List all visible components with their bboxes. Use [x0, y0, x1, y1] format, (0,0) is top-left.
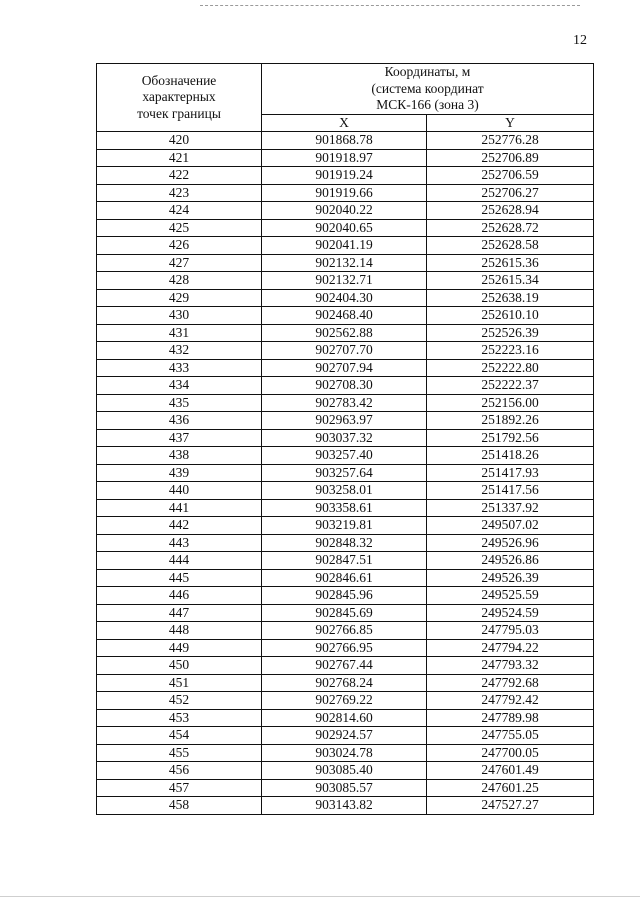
point-id-cell: 433	[97, 359, 262, 377]
x-coordinate-cell: 902707.94	[262, 359, 427, 377]
y-coordinate-cell: 247527.27	[427, 797, 594, 815]
page-number: 12	[573, 33, 587, 48]
x-coordinate-cell: 903358.61	[262, 499, 427, 517]
y-coordinate-cell: 252526.39	[427, 324, 594, 342]
x-coordinate-cell: 903037.32	[262, 429, 427, 447]
y-coordinate-cell: 247795.03	[427, 622, 594, 640]
coords-header-line-1: Координаты, м	[384, 64, 471, 79]
point-id-cell: 450	[97, 657, 262, 675]
point-id-cell: 431	[97, 324, 262, 342]
table-row	[97, 307, 594, 325]
x-coordinate-cell: 902768.24	[262, 674, 427, 692]
table-row	[97, 727, 594, 745]
y-coordinate-cell: 252223.16	[427, 342, 594, 360]
y-coordinate-cell: 252156.00	[427, 394, 594, 412]
x-coordinate-cell: 902468.40	[262, 307, 427, 325]
table-row	[97, 167, 594, 185]
x-coordinate-cell: 902708.30	[262, 377, 427, 395]
table-row	[97, 359, 594, 377]
point-id-cell: 422	[97, 167, 262, 185]
x-coordinate-cell: 902562.88	[262, 324, 427, 342]
point-header-line-3: точек границы	[137, 105, 221, 121]
table-row	[97, 237, 594, 255]
x-coordinate-cell: 902132.71	[262, 272, 427, 290]
x-coordinate-cell: 903085.57	[262, 779, 427, 797]
table-row	[97, 622, 594, 640]
y-coordinate-cell: 249507.02	[427, 517, 594, 535]
point-id-cell: 434	[97, 377, 262, 395]
table-row	[97, 447, 594, 465]
x-coordinate-cell: 902845.69	[262, 604, 427, 622]
table-row	[97, 604, 594, 622]
table-row	[97, 394, 594, 412]
table-row	[97, 272, 594, 290]
y-coordinate-cell: 251417.93	[427, 464, 594, 482]
table-header	[97, 64, 594, 132]
coordinates-header	[262, 64, 594, 115]
x-coordinate-cell: 901918.97	[262, 149, 427, 167]
y-coordinate-cell: 252628.58	[427, 237, 594, 255]
y-coordinate-cell: 252638.19	[427, 289, 594, 307]
table-row	[97, 254, 594, 272]
x-coordinate-cell: 902845.96	[262, 587, 427, 605]
x-coordinate-cell: 903257.40	[262, 447, 427, 465]
point-header-line-1: Обозначение	[141, 72, 217, 88]
point-id-cell: 428	[97, 272, 262, 290]
point-id-cell: 438	[97, 447, 262, 465]
x-coordinate-cell: 903257.64	[262, 464, 427, 482]
y-coordinate-cell: 247601.25	[427, 779, 594, 797]
x-column-header: X	[262, 114, 427, 132]
y-coordinate-cell: 252776.28	[427, 132, 594, 150]
point-id-cell: 442	[97, 517, 262, 535]
table-row	[97, 464, 594, 482]
x-coordinate-cell: 903085.40	[262, 762, 427, 780]
y-coordinate-cell: 247755.05	[427, 727, 594, 745]
x-coordinate-cell: 903024.78	[262, 744, 427, 762]
y-coordinate-cell: 249525.59	[427, 587, 594, 605]
top-scan-artifact-line	[200, 5, 580, 6]
x-coordinate-cell: 901919.24	[262, 167, 427, 185]
point-id-cell: 429	[97, 289, 262, 307]
y-coordinate-cell: 252615.34	[427, 272, 594, 290]
point-id-cell: 455	[97, 744, 262, 762]
table-body	[97, 132, 594, 815]
table-row	[97, 692, 594, 710]
x-coordinate-cell: 902783.42	[262, 394, 427, 412]
coordinates-table	[96, 63, 594, 815]
table-row	[97, 587, 594, 605]
point-id-cell: 458	[97, 797, 262, 815]
x-coordinate-cell: 902041.19	[262, 237, 427, 255]
table-row	[97, 377, 594, 395]
y-coordinate-cell: 251417.56	[427, 482, 594, 500]
y-coordinate-cell: 251337.92	[427, 499, 594, 517]
table-row	[97, 709, 594, 727]
x-coordinate-cell: 902769.22	[262, 692, 427, 710]
x-coordinate-cell: 902924.57	[262, 727, 427, 745]
y-coordinate-cell: 249526.39	[427, 569, 594, 587]
table-row	[97, 639, 594, 657]
x-coordinate-cell: 903143.82	[262, 797, 427, 815]
y-coordinate-cell: 251418.26	[427, 447, 594, 465]
point-id-cell: 423	[97, 184, 262, 202]
x-coordinate-cell: 902848.32	[262, 534, 427, 552]
table-row	[97, 324, 594, 342]
y-coordinate-cell: 247700.05	[427, 744, 594, 762]
x-coordinate-cell: 902040.65	[262, 219, 427, 237]
x-coordinate-cell: 902766.85	[262, 622, 427, 640]
coords-header-line-2: (система координат	[371, 80, 484, 96]
table-row	[97, 184, 594, 202]
table-row	[97, 289, 594, 307]
point-id-cell: 440	[97, 482, 262, 500]
point-id-cell: 444	[97, 552, 262, 570]
table-row	[97, 429, 594, 447]
coords-header-line-3: МСК-166 (зона 3)	[376, 97, 479, 112]
table-row	[97, 657, 594, 675]
x-coordinate-cell: 903219.81	[262, 517, 427, 535]
point-id-cell: 449	[97, 639, 262, 657]
y-coordinate-cell: 252706.59	[427, 167, 594, 185]
point-id-cell: 427	[97, 254, 262, 272]
y-coordinate-cell: 247793.32	[427, 657, 594, 675]
y-coordinate-cell: 247792.42	[427, 692, 594, 710]
table-row	[97, 202, 594, 220]
point-id-cell: 453	[97, 709, 262, 727]
table-row	[97, 569, 594, 587]
point-id-cell: 452	[97, 692, 262, 710]
x-coordinate-cell: 901868.78	[262, 132, 427, 150]
x-coordinate-cell: 903258.01	[262, 482, 427, 500]
point-id-cell: 439	[97, 464, 262, 482]
x-coordinate-cell: 902963.97	[262, 412, 427, 430]
x-coordinate-cell: 901919.66	[262, 184, 427, 202]
point-id-cell: 454	[97, 727, 262, 745]
point-id-cell: 445	[97, 569, 262, 587]
y-coordinate-cell: 252706.27	[427, 184, 594, 202]
x-coordinate-cell: 902847.51	[262, 552, 427, 570]
y-coordinate-cell: 249526.86	[427, 552, 594, 570]
table-row	[97, 499, 594, 517]
y-coordinate-cell: 252610.10	[427, 307, 594, 325]
y-coordinate-cell: 247794.22	[427, 639, 594, 657]
point-id-cell: 435	[97, 394, 262, 412]
point-id-cell: 420	[97, 132, 262, 150]
y-coordinate-cell: 247601.49	[427, 762, 594, 780]
x-coordinate-cell: 902814.60	[262, 709, 427, 727]
table-row	[97, 762, 594, 780]
point-id-cell: 457	[97, 779, 262, 797]
x-coordinate-cell: 902767.44	[262, 657, 427, 675]
point-id-cell: 447	[97, 604, 262, 622]
y-coordinate-cell: 249524.59	[427, 604, 594, 622]
y-coordinate-cell: 252615.36	[427, 254, 594, 272]
y-coordinate-cell: 252706.89	[427, 149, 594, 167]
point-id-cell: 446	[97, 587, 262, 605]
table-row	[97, 534, 594, 552]
point-id-cell: 443	[97, 534, 262, 552]
y-coordinate-cell: 251892.26	[427, 412, 594, 430]
point-id-cell: 448	[97, 622, 262, 640]
point-id-cell: 456	[97, 762, 262, 780]
y-coordinate-cell: 251792.56	[427, 429, 594, 447]
point-id-cell: 441	[97, 499, 262, 517]
x-coordinate-cell: 902132.14	[262, 254, 427, 272]
y-coordinate-cell: 252628.72	[427, 219, 594, 237]
x-coordinate-cell: 902404.30	[262, 289, 427, 307]
table-row	[97, 219, 594, 237]
y-coordinate-cell: 252628.94	[427, 202, 594, 220]
point-id-cell: 432	[97, 342, 262, 360]
x-coordinate-cell: 902846.61	[262, 569, 427, 587]
table-row	[97, 779, 594, 797]
table-row	[97, 674, 594, 692]
table-row	[97, 132, 594, 150]
x-coordinate-cell: 902707.70	[262, 342, 427, 360]
y-column-header: Y	[427, 114, 594, 132]
table-row	[97, 517, 594, 535]
table-row	[97, 149, 594, 167]
table-row	[97, 797, 594, 815]
table-row	[97, 744, 594, 762]
table-row	[97, 482, 594, 500]
y-coordinate-cell: 252222.80	[427, 359, 594, 377]
y-coordinate-cell: 249526.96	[427, 534, 594, 552]
point-id-cell: 436	[97, 412, 262, 430]
y-coordinate-cell: 247792.68	[427, 674, 594, 692]
y-coordinate-cell: 252222.37	[427, 377, 594, 395]
x-coordinate-cell: 902766.95	[262, 639, 427, 657]
point-id-cell: 424	[97, 202, 262, 220]
point-id-cell: 421	[97, 149, 262, 167]
point-id-cell: 430	[97, 307, 262, 325]
point-id-cell: 451	[97, 674, 262, 692]
bottom-scan-edge	[0, 896, 640, 897]
table-row	[97, 342, 594, 360]
point-id-cell: 425	[97, 219, 262, 237]
y-coordinate-cell: 247789.98	[427, 709, 594, 727]
x-coordinate-cell: 902040.22	[262, 202, 427, 220]
table-row	[97, 412, 594, 430]
point-header-line-2: характерных	[142, 89, 216, 105]
point-id-cell: 437	[97, 429, 262, 447]
point-id-cell: 426	[97, 237, 262, 255]
table-row	[97, 552, 594, 570]
point-designation-header	[97, 64, 262, 132]
